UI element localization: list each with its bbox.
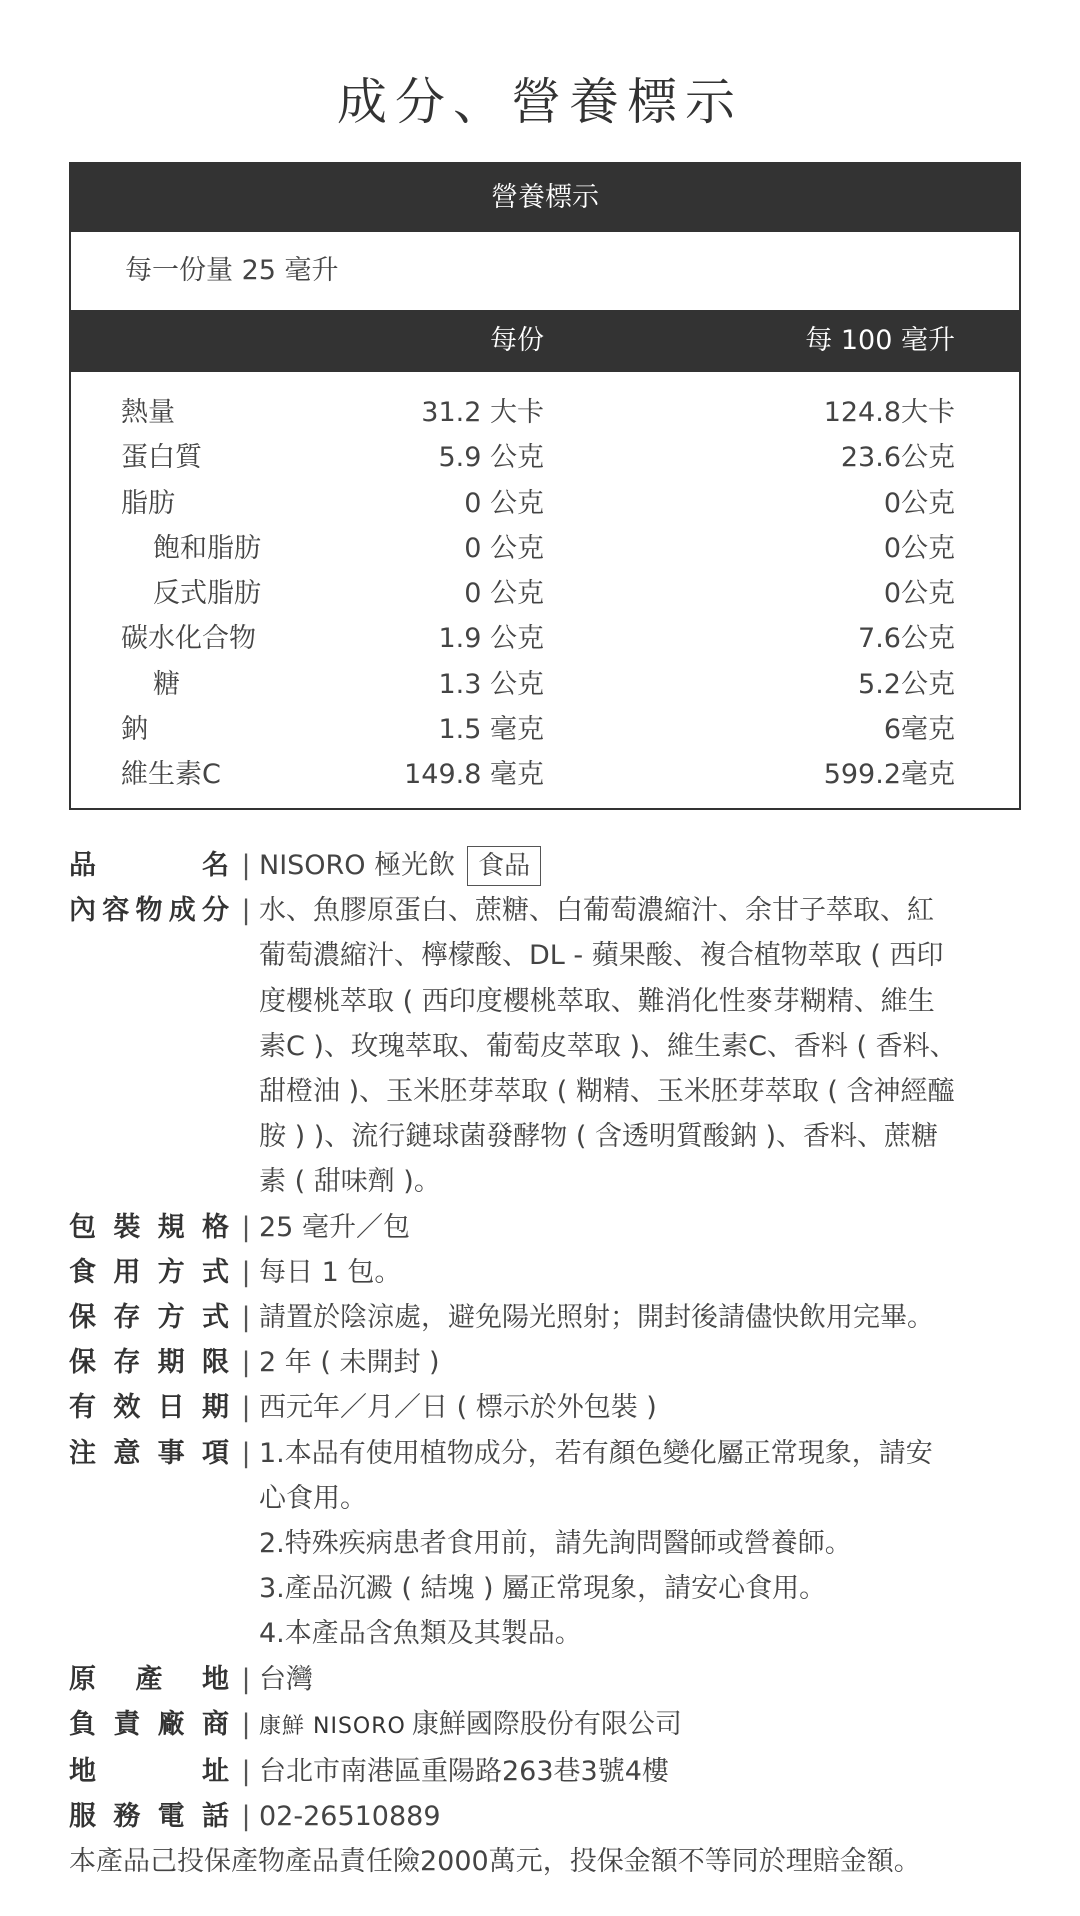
nutrition-row <box>71 481 1019 526</box>
info-label: 內 容 物 成 分 <box>69 895 229 927</box>
nutrient-label: 鈉 <box>121 714 148 746</box>
col-per-100ml: 每 100 毫升 <box>805 325 955 356</box>
text-line: 1.本品有使用植物成分，若有顏色變化屬正常現象，請安 <box>259 1437 933 1469</box>
info-row-address <box>69 1749 1029 1794</box>
address-value: 台北市南港區重陽路263巷3號4樓 <box>259 1756 669 1788</box>
col-per-serving: 每份 <box>490 325 544 356</box>
text-line: 素C )、玫瑰萃取、葡萄皮萃取 )、維生素C、香料 ( 香料、 <box>259 1030 957 1062</box>
nutrient-label: 糖 <box>153 668 180 700</box>
separator: | <box>241 850 251 881</box>
insurance-note: 本產品己投保產物產品責任險2000萬元，投保金額不等同於理賠金額。 <box>69 1846 921 1878</box>
separator: | <box>241 1756 251 1788</box>
product-info <box>69 843 1029 1884</box>
info-label: 注 意 事 項 <box>69 1437 229 1469</box>
info-label: 地 址 <box>69 1756 229 1788</box>
info-label: 服 務 電 話 <box>69 1801 229 1833</box>
storage-value: 請置於陰涼處，避免陽光照射；開封後請儘快飲用完畢。 <box>259 1302 934 1334</box>
info-label: 原 產 地 <box>69 1663 229 1695</box>
per-100ml-value: 0公克 <box>883 487 955 519</box>
nutrition-row <box>71 616 1019 661</box>
nutrition-row <box>71 662 1019 707</box>
per-100ml-value: 7.6公克 <box>858 623 955 655</box>
info-row-product-name <box>69 843 1029 888</box>
info-label: 食 用 方 式 <box>69 1256 229 1288</box>
manufacturer-value: 康鮮國際股份有限公司 <box>411 1708 682 1740</box>
separator: | <box>241 895 251 927</box>
brand-logo: 康鮮 NISORO <box>259 1713 406 1739</box>
separator: | <box>241 1302 251 1334</box>
nutrition-column-header <box>71 310 1019 372</box>
text-line: 葡萄濃縮汁、檸檬酸、DL - 蘋果酸、複合植物萃取 ( 西印 <box>259 940 944 972</box>
usage-value: 每日 1 包。 <box>259 1256 402 1288</box>
info-label: 包 裝 規 格 <box>69 1211 229 1243</box>
info-row-usage <box>69 1250 1029 1295</box>
text-line: 水、魚膠原蛋白、蔗糖、白葡萄濃縮汁、余甘子萃取、紅 <box>259 895 934 927</box>
info-row-shelf-life <box>69 1340 1029 1385</box>
nutrition-row <box>71 707 1019 752</box>
info-label: 保 存 期 限 <box>69 1347 229 1379</box>
nutrient-label: 維生素C <box>121 759 221 791</box>
shelf-life-value: 2 年 ( 未開封 ) <box>259 1347 440 1379</box>
info-row-phone <box>69 1794 1029 1839</box>
per-serving-value: 1.9 公克 <box>438 623 544 655</box>
nutrition-row <box>71 435 1019 480</box>
per-serving-value: 31.2 大卡 <box>421 397 544 428</box>
per-100ml-value: 5.2公克 <box>858 668 955 700</box>
separator: | <box>241 1347 251 1379</box>
per-serving-value: 0 公克 <box>464 487 544 519</box>
nutrition-row <box>71 390 1019 435</box>
text-line: 3.產品沉澱 ( 結塊 ) 屬正常現象，請安心食用。 <box>259 1573 827 1605</box>
info-label: 品 名 <box>69 850 229 881</box>
info-row-package <box>69 1205 1029 1250</box>
text-line: 素 ( 甜味劑 )。 <box>259 1166 441 1198</box>
nutrition-row <box>71 571 1019 616</box>
serving-size: 每一份量 25 毫升 <box>125 255 339 286</box>
text-line: 甜橙油 )、玉米胚芽萃取 ( 糊精、玉米胚芽萃取 ( 含神經醯 <box>259 1076 955 1108</box>
nutrient-label: 碳水化合物 <box>121 623 256 655</box>
phone-value: 02-26510889 <box>259 1801 441 1833</box>
text-line: 2.特殊疾病患者食用前，請先詢問醫師或營養師。 <box>259 1528 852 1560</box>
per-100ml-value: 23.6公克 <box>840 442 955 474</box>
separator: | <box>241 1256 251 1288</box>
info-label: 負 責 廠 商 <box>69 1708 229 1740</box>
page-title: 成分、營養標示 <box>337 73 743 131</box>
nutrient-label: 飽和脂肪 <box>153 532 261 564</box>
separator: | <box>241 1708 251 1740</box>
text-line: 4.本產品含魚類及其製品。 <box>259 1618 582 1650</box>
per-100ml-value: 124.8大卡 <box>823 397 955 428</box>
per-serving-value: 0 公克 <box>464 532 544 564</box>
food-badge: 食品 <box>467 846 541 886</box>
per-100ml-value: 0公克 <box>883 578 955 610</box>
nutrient-label: 蛋白質 <box>121 442 202 474</box>
nutrient-label: 脂肪 <box>121 487 175 519</box>
per-serving-value: 0 公克 <box>464 578 544 610</box>
per-serving-value: 149.8 毫克 <box>404 759 544 791</box>
origin-value: 台灣 <box>259 1663 313 1695</box>
ingredients-text <box>259 888 1029 1204</box>
info-row-ingredients <box>69 888 1029 1204</box>
per-serving-value: 5.9 公克 <box>438 442 544 474</box>
info-row-origin <box>69 1657 1029 1702</box>
per-100ml-value: 6毫克 <box>883 714 955 746</box>
info-label: 有 效 日 期 <box>69 1392 229 1424</box>
per-100ml-value: 599.2毫克 <box>823 759 955 791</box>
info-row-storage <box>69 1295 1029 1340</box>
nutrition-row <box>71 526 1019 571</box>
nutrient-label: 熱量 <box>121 397 175 428</box>
nutrition-header: 營養標示 <box>71 164 1019 232</box>
separator: | <box>241 1663 251 1695</box>
text-line: 胺 ) )、流行鏈球菌發酵物 ( 含透明質酸鈉 )、香料、蔗糖 <box>259 1121 939 1153</box>
per-100ml-value: 0公克 <box>883 532 955 564</box>
separator: | <box>241 1392 251 1424</box>
nutrition-row <box>71 752 1019 797</box>
separator: | <box>241 1801 251 1833</box>
product-name: NISORO 極光飲 <box>259 850 456 881</box>
info-row-manufacturer <box>69 1702 1029 1749</box>
notes-text <box>259 1431 1029 1657</box>
separator: | <box>241 1437 251 1469</box>
info-label: 保 存 方 式 <box>69 1302 229 1334</box>
package-value: 25 毫升／包 <box>259 1211 410 1243</box>
text-line: 心食用。 <box>259 1482 367 1514</box>
info-row-notes <box>69 1431 1029 1657</box>
per-serving-value: 1.5 毫克 <box>438 714 544 746</box>
info-row-expiry <box>69 1385 1029 1430</box>
per-serving-value: 1.3 公克 <box>438 668 544 700</box>
nutrient-label: 反式脂肪 <box>153 578 261 610</box>
separator: | <box>241 1211 251 1243</box>
nutrition-rows <box>71 372 1019 798</box>
text-line: 度櫻桃萃取 ( 西印度櫻桃萃取、難消化性麥芽糊精、維生 <box>259 985 935 1017</box>
expiry-value: 西元年／月／日 ( 標示於外包裝 ) <box>259 1392 657 1424</box>
nutrition-table <box>69 162 1021 810</box>
